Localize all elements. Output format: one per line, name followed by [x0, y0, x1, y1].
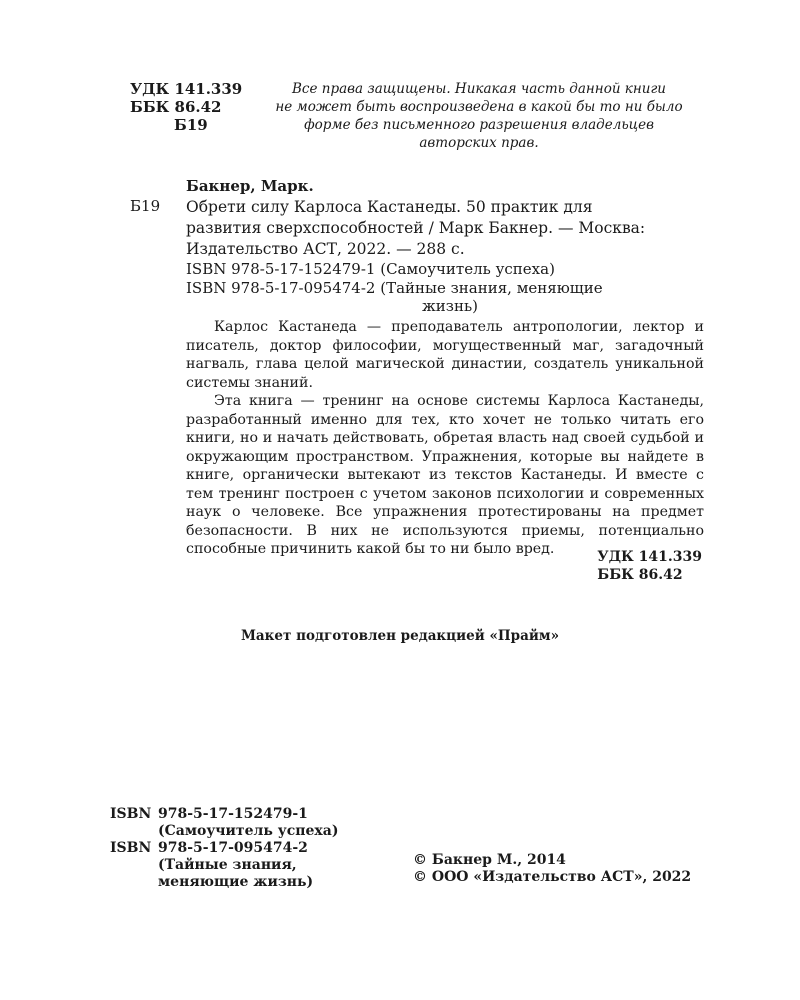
rights-line: не может быть воспроизведена в какой бы то ни было [275, 99, 683, 115]
annotation-paragraph: Эта книга — тренинг на основе системы Карлоса Кастанеды, разработанный именно для тех, кто хочет не только читать его книги, но и начать действовать, обретая власть над своей судьбой и окружающим пространством. Упражнения, которые вы найдете в книге, органически вытекают из текстов Кастанеды. И вместе с тем тренинг построен с учетом законов психологии и современных наук о человеке. Все упражнения протестированы на предмет безопасности. В них не используются приемы, потенциально способные причинить какой бы то ни было вред. [186, 393, 704, 557]
rights-line: Все права защищены. Никакая часть данной книги [292, 81, 666, 97]
udk-code: УДК 141.339 [130, 80, 243, 98]
catalog-codes [130, 80, 242, 134]
annotation-udk: УДК 141.339 [597, 549, 702, 565]
author-mark: Б19 [174, 116, 208, 134]
author-heading: Бакнер, Марк. [186, 177, 314, 195]
annotation-paragraph: Карлос Кастанеда — преподаватель антропологии, лектор и писатель, доктор философии, могущественный маг, загадочный нагваль, глава целой магической династии, создатель уникальной системы знаний. [186, 319, 704, 391]
isbn-line: жизнь) [422, 297, 478, 315]
isbn-number: 978-5-17-095474-2 [158, 840, 308, 856]
rights-notice [254, 80, 704, 152]
isbn-series: (Тайные знания, [158, 857, 297, 873]
isbn-block [186, 260, 603, 316]
isbn-number: 978-5-17-152479-1 [158, 806, 308, 822]
title-line: развития сверхспособностей / Марк Бакнер. — Москва: [186, 219, 646, 237]
copyright-publisher: © ООО «Издательство АСТ», 2022 [413, 869, 692, 885]
title-line: Обрети силу Карлоса Кастанеды. 50 практик для [186, 198, 593, 216]
annotation [186, 318, 704, 559]
isbn-label: ISBN [110, 840, 152, 856]
isbn-series: (Самоучитель успеха) [158, 823, 339, 839]
isbn-line: ISBN 978-5-17-152479-1 (Самоучитель успеха) [186, 260, 555, 278]
isbn-series: меняющие жизнь) [158, 874, 314, 890]
bibliographic-title [186, 197, 706, 260]
bbk-code: ББК 86.42 [130, 98, 222, 116]
record-author-mark: Б19 [130, 197, 161, 215]
isbn-line: ISBN 978-5-17-095474-2 (Тайные знания, меняющие [186, 278, 603, 297]
copyright-author: © Бакнер М., 2014 [413, 852, 566, 868]
footer-isbn-block [110, 806, 338, 891]
isbn-label: ISBN [110, 806, 152, 822]
rights-line: авторских прав. [419, 135, 539, 151]
rights-line: форме без письменного разрешения владельцев [304, 117, 654, 133]
copyright-block [413, 852, 691, 886]
annotation-bbk: ББК 86.42 [597, 567, 683, 583]
title-line: Издательство АСТ, 2022. — 288 с. [186, 240, 465, 258]
annotation-codes [597, 548, 702, 584]
layout-credit: Макет подготовлен редакцией «Прайм» [240, 628, 560, 644]
